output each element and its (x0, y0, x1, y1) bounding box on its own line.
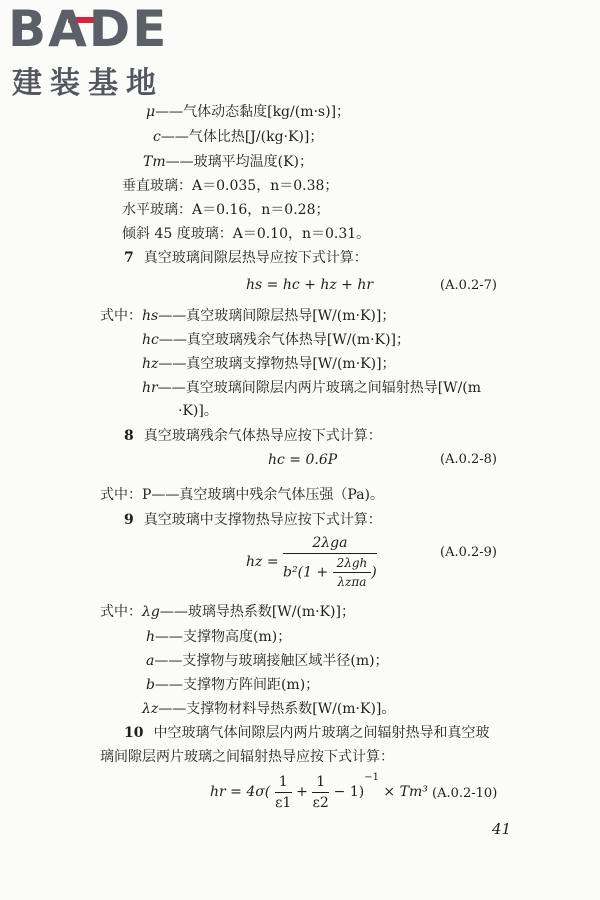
def-mu: μ——气体动态黏度[kg/(m·s)]； (146, 104, 351, 120)
equation-10-fraction-1: $\frac{1}{\varepsilon 1}$ (275, 773, 292, 811)
item-7-heading: 7 真空玻璃间隙层热导应按下式计算： (124, 250, 368, 266)
def-p: 式中：P——真空玻璃中残余气体压强（Pa)。 (100, 487, 385, 503)
item-8-heading: 8 真空玻璃残余气体热导应按下式计算： (124, 428, 382, 444)
def-lambda-g: 式中：λg——玻璃导热系数[W/(m·K)]； (100, 604, 355, 620)
bade-logo (8, 0, 178, 101)
equation-8-label: (A.0.2-8) (440, 452, 498, 467)
equation-7-label: (A.0.2-7) (440, 278, 498, 293)
glass-tilted: 倾斜 45 度玻璃：A＝0.10，n＝0.31。 (122, 226, 371, 242)
glass-horizontal: 水平玻璃：A＝0.16，n＝0.28； (122, 202, 330, 218)
page-number: 41 (492, 820, 512, 838)
def-hc: hc——真空玻璃残余气体热导[W/(m·K)]； (142, 332, 410, 348)
equation-9-label: (A.0.2-9) (440, 545, 498, 560)
item-10-continued: 璃间隙层两片玻璃之间辐射热导应按下式计算： (100, 749, 394, 765)
equation-10-label: (A.0.2-10) (432, 786, 498, 801)
def-hr: hr——真空玻璃间隙层内两片玻璃之间辐射热导[W/(m (142, 380, 482, 396)
equation-8: hc = 0.6P (268, 452, 338, 468)
def-h: h——支撑物高度(m)； (146, 629, 292, 645)
def-b: b——支撑物方阵间距(m)； (146, 677, 320, 693)
equation-9: hz = 2λga b²(1 + $\frac{\text{2λgh}}{\text{λzπa}}$ ) (246, 535, 377, 589)
item-10-heading: 10 中空玻璃气体间隙层内两片玻璃之间辐射热导和真空玻 (124, 725, 490, 741)
logo-brand: BADE (8, 0, 169, 58)
def-hr-continued: ·K)]。 (178, 403, 218, 419)
equation-9-inner-fraction: $\frac{\text{2λgh}}{\text{λzπa}}$ (333, 556, 372, 589)
equation-7: hs = hc + hz + hr (246, 277, 374, 293)
logo-subtitle: 建装基地 (12, 66, 164, 101)
equation-10-fraction-2: $\frac{1}{\varepsilon 2}$ (312, 773, 329, 811)
def-tm: Tm——玻璃平均温度(K)； (143, 154, 314, 170)
def-lambda-z: λz——支撑物材料导热系数[W/(m·K)]。 (142, 701, 396, 717)
glass-vertical: 垂直玻璃：A＝0.035，n＝0.38； (122, 178, 339, 194)
def-hs: 式中：hs——真空玻璃间隙层热导[W/(m·K)]； (100, 308, 396, 324)
item-9-heading: 9 真空玻璃中支撑物热导应按下式计算： (124, 512, 382, 528)
equation-10: hr = 4σ( $\frac{1}{\varepsilon 1}$ + $\frac{1}{\varepsilon 2}$ − 1)$^{-1}$ × Tm³ (210, 772, 428, 811)
def-hz: hz——真空玻璃支撑物热导[W/(m·K)]； (142, 356, 396, 372)
def-a: a——支撑物与玻璃接触区域半径(m)； (146, 653, 389, 669)
equation-9-fraction: 2λga b²(1 + $\frac{\text{2λgh}}{\text{λzπa}}$ ) (283, 535, 377, 589)
def-c: c——气体比热[J/(kg·K)]； (153, 129, 324, 145)
